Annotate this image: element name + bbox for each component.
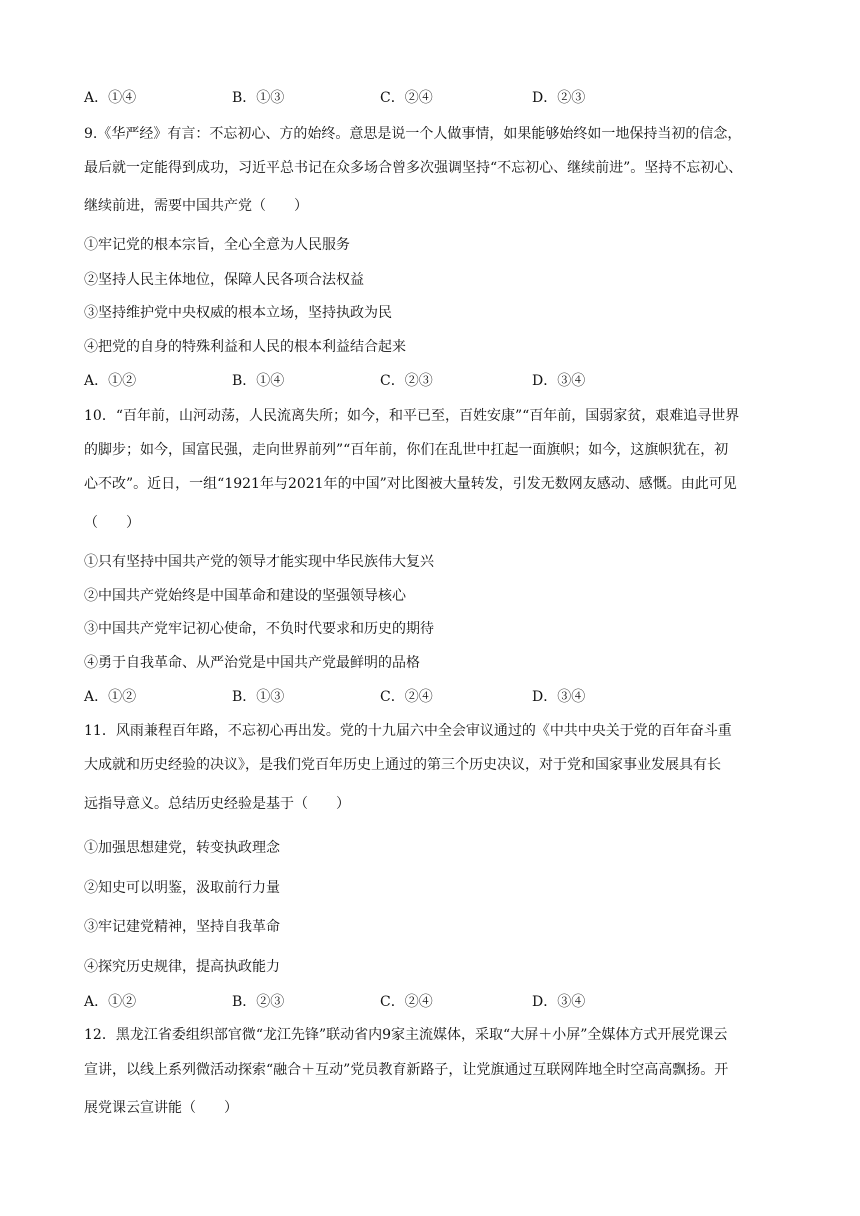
- q10-stem-line: 的脚步；如今，国富民强，走向世界前列”“百年前，你们在乱世中扛起一面旗帜；如今，这旗帜犹在，初: [84, 442, 729, 458]
- q9-option-a: A．①②: [84, 373, 137, 389]
- q9-item-4: ④把党的自身的特殊利益和人民的根本利益结合起来: [84, 339, 406, 355]
- q9-item-3: ③坚持维护党中央权威的根本立场，坚持执政为民: [84, 305, 392, 321]
- q10-item-3: ③中国共产党牢记初心使命，不负时代要求和历史的期待: [84, 621, 434, 637]
- q10-stem-line: 10．“百年前，山河动荡，人民流离失所；如今，和平已至，百姓安康”“百年前，国弱家贫，艰难追寻世界: [84, 408, 740, 424]
- q8-option-c: C．②④: [380, 90, 433, 106]
- q9-option-c: C．②③: [380, 373, 433, 389]
- q11-item-3: ③牢记建党精神，坚持自我革命: [84, 919, 280, 935]
- q12-stem-line: 宣讲，以线上系列微活动探索“融合＋互动”党员教育新路子，让党旗通过互联网阵地全时空高高飘扬。开: [84, 1062, 729, 1078]
- q10-stem-line: 心不改”。近日，一组“1921年与2021年的中国”对比图被大量转发，引发无数网友感动、感慨。由此可见: [84, 476, 737, 492]
- q11-stem-line: 远指导意义。总结历史经验是基于（ ）: [84, 796, 350, 812]
- q10-item-1: ①只有坚持中国共产党的领导才能实现中华民族伟大复兴: [84, 554, 434, 570]
- q10-option-a: A．①②: [84, 689, 137, 705]
- q11-stem-line: 大成就和历史经验的决议》，是我们党百年历史上通过的第三个历史决议，对于党和国家事业发展具有长: [84, 757, 721, 773]
- q9-item-1: ①牢记党的根本宗旨，全心全意为人民服务: [84, 237, 350, 253]
- q11-option-c: C．②④: [380, 994, 433, 1010]
- q11-option-b: B．②③: [232, 994, 285, 1010]
- q8-option-a: A．①④: [84, 90, 137, 106]
- q12-stem-line: 展党课云宣讲能（ ）: [84, 1100, 238, 1116]
- q10-stem-line: （ ）: [84, 515, 140, 531]
- q8-options: [84, 88, 724, 108]
- q9-stem-line: 继续前进，需要中国共产党（ ）: [84, 198, 308, 214]
- q10-item-4: ④勇于自我革命、从严治党是中国共产党最鲜明的品格: [84, 655, 420, 671]
- q9-options: [84, 371, 724, 391]
- q10-option-c: C．②④: [380, 689, 433, 705]
- q8-option-b: B．①③: [232, 90, 285, 106]
- q11-option-a: A．①②: [84, 994, 137, 1010]
- q9-item-2: ②坚持人民主体地位，保障人民各项合法权益: [84, 272, 364, 288]
- q9-stem-line: 9.《华严经》有言：不忘初心、方的始终。意思是说一个人做事情，如果能够始终如一地保持当初的信念，: [84, 126, 742, 142]
- q9-option-b: B．①④: [232, 373, 285, 389]
- q11-stem-line: 11．风雨兼程百年路，不忘初心再出发。党的十九届六中全会审议通过的《中共中央关于党的百年奋斗重: [84, 723, 732, 739]
- q12-stem-line: 12．黑龙江省委组织部官微“龙江先锋”联动省内9家主流媒体，采取“大屏＋小屏”全媒体方式开展党课云: [84, 1027, 728, 1043]
- q10-item-2: ②中国共产党始终是中国革命和建设的坚强领导核心: [84, 588, 406, 604]
- q9-stem-line: 最后就一定能得到成功，习近平总书记在众多场合曾多次强调坚持“不忘初心、继续前进”。坚持不忘初心、: [84, 160, 743, 176]
- q9-option-d: D．③④: [532, 373, 586, 389]
- q8-option-d: D．②③: [532, 90, 586, 106]
- q11-item-1: ①加强思想建党，转变执政理念: [84, 840, 280, 856]
- q10-option-d: D．③④: [532, 689, 586, 705]
- q11-options: [84, 992, 724, 1012]
- q10-option-b: B．①③: [232, 689, 285, 705]
- q11-option-d: D．③④: [532, 994, 586, 1010]
- q10-options: [84, 687, 724, 707]
- q11-item-4: ④探究历史规律，提高执政能力: [84, 959, 280, 975]
- q11-item-2: ②知史可以明鉴，汲取前行力量: [84, 880, 280, 896]
